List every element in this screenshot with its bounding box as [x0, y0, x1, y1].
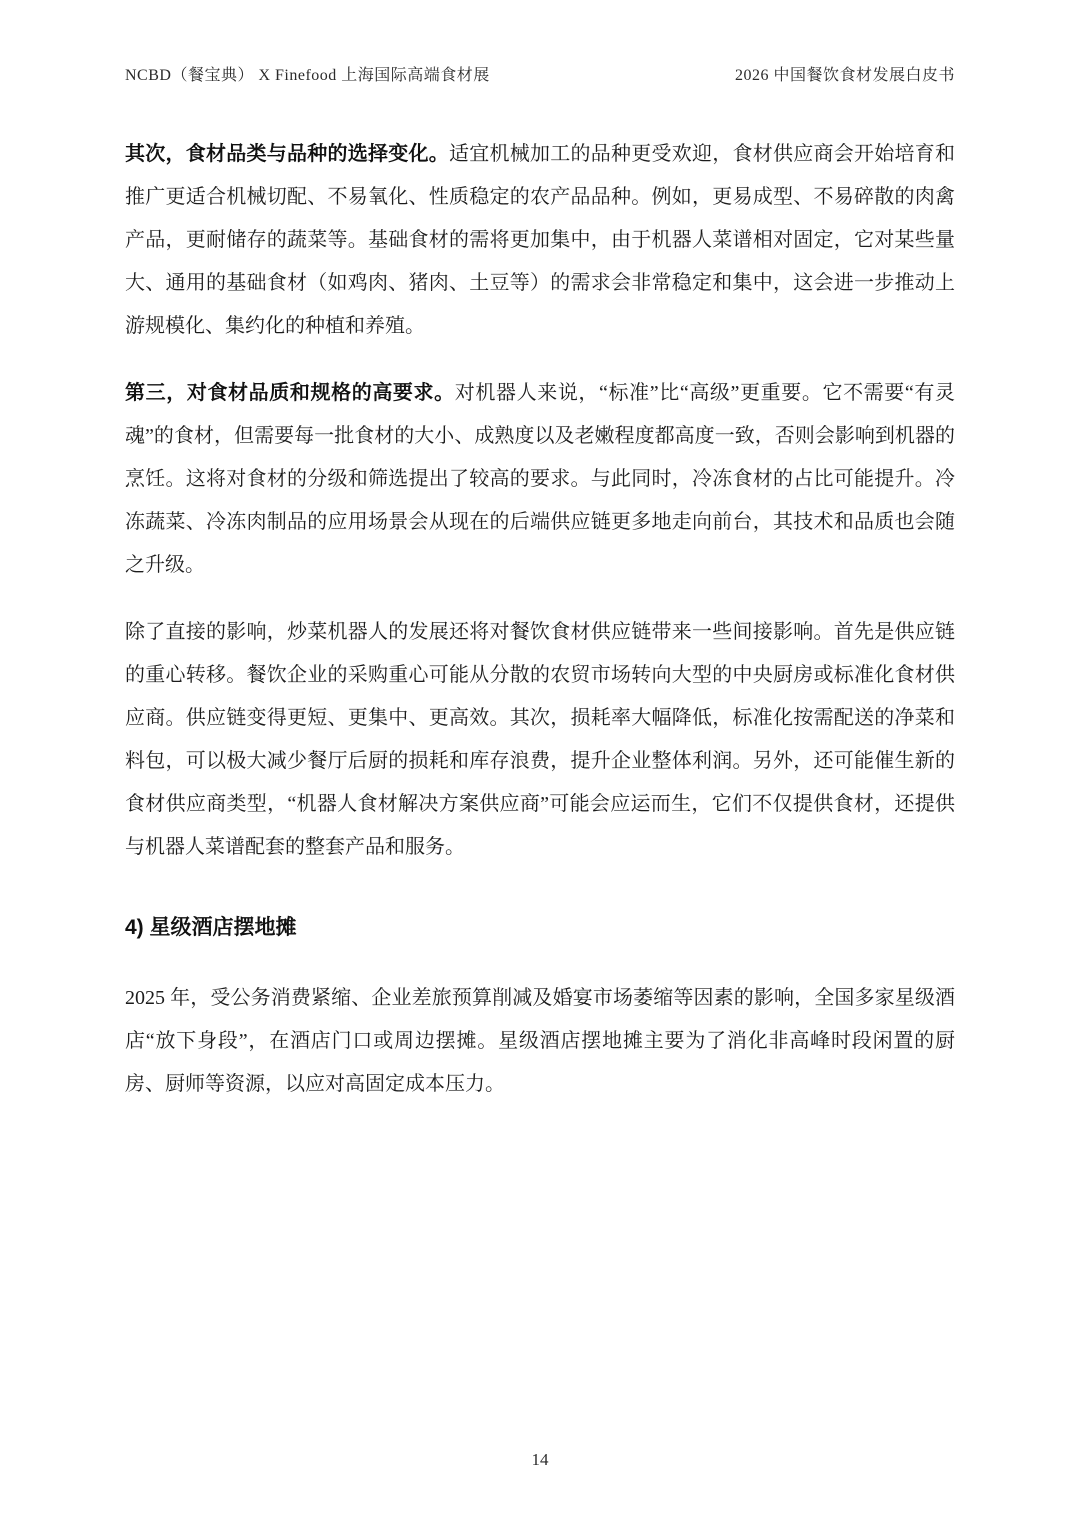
header-doc-title: 2026 中国餐饮食材发展白皮书	[734, 67, 955, 84]
section-heading-hotel-stall: 4) 星级酒店摆地摊	[125, 916, 297, 939]
page-body	[125, 133, 955, 1106]
paragraph-indirect-effects	[125, 611, 955, 869]
paragraph-text: 除了直接的影响，炒菜机器人的发展还将对餐饮食材供应链带来一些间接影响。首先是供应链的重心转移。餐饮企业的采购重心可能从分散的农贸市场转向大型的中央厨房或标准化食材供应商。供应链变得更短、更集中、更高效。其次，损耗率大幅降低，标准化按需配送的净菜和料包，可以极大减少餐厅后厨的损耗和库存浪费，提升企业整体利润。另外，还可能催生新的食材供应商类型，“机器人食材解决方案供应商”可能会应运而生，它们不仅提供食材，还提供与机器人菜谱配套的整套产品和服务。	[125, 621, 955, 858]
paragraph-text: 适宜机械加工的品种更受欢迎，食材供应商会开始培育和推广更适合机械切配、不易氧化、性质稳定的农产品品种。例如，更易成型、不易碎散的肉禽产品，更耐储存的蔬菜等。基础食材的需将更加集中，由于机器人菜谱相对固定，它对某些量大、通用的基础食材（如鸡肉、猪肉、土豆等）的需求会非常稳定和集中，这会进一步推动上游规模化、集约化的种植和养殖。	[125, 143, 955, 337]
paragraph-lead: 第三，对食材品质和规格的高要求。	[125, 382, 455, 404]
paragraph-quality-requirements	[125, 372, 955, 587]
paragraph-hotel-stall	[125, 977, 955, 1106]
page-footer	[0, 1450, 1080, 1470]
paragraph-ingredient-variety	[125, 133, 955, 348]
header-brand: NCBD（餐宝典） X Finefood 上海国际高端食材展	[125, 67, 490, 84]
paragraph-text: 2025 年，受公务消费紧缩、企业差旅预算削减及婚宴市场萎缩等因素的影响，全国多家星级酒店“放下身段”，在酒店门口或周边摆摊。星级酒店摆地摊主要为了消化非高峰时段闲置的厨房、厨师等资源，以应对高固定成本压力。	[125, 987, 955, 1095]
page-number: 14	[531, 1450, 549, 1469]
page-header	[125, 62, 955, 85]
paragraph-lead: 其次，食材品类与品种的选择变化。	[125, 143, 449, 165]
paragraph-text: 对机器人来说，“标准”比“高级”更重要。它不需要“有灵魂”的食材，但需要每一批食材的大小、成熟度以及老嫩程度都高度一致，否则会影响到机器的烹饪。这将对食材的分级和筛选提出了较高的要求。与此同时，冷冻食材的占比可能提升。冷冻蔬菜、冷冻肉制品的应用场景会从现在的后端供应链更多地走向前台，其技术和品质也会随之升级。	[125, 382, 956, 576]
